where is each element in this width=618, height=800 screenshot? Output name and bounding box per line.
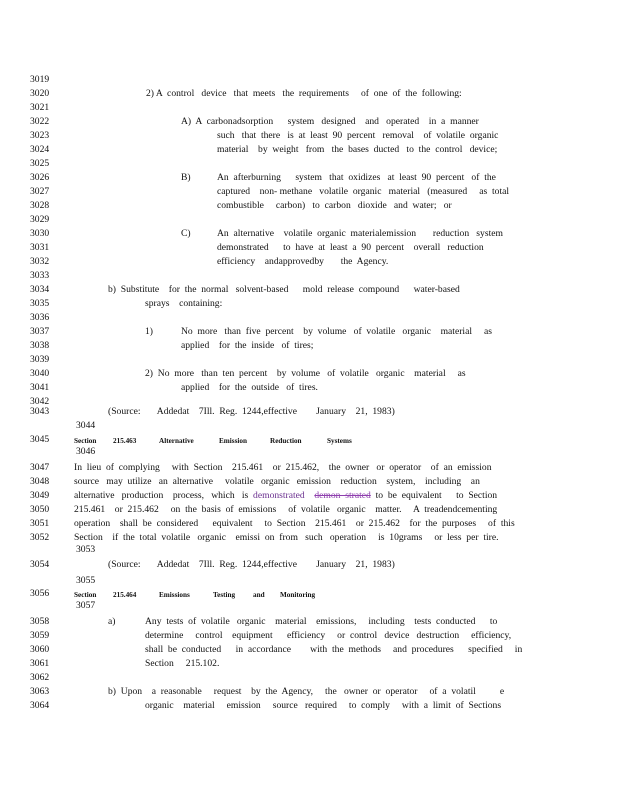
section-title-word: Emission <box>219 437 247 445</box>
line-number: 3051 <box>30 518 50 529</box>
line-number: 3037 <box>30 326 50 337</box>
text-line: b) Substitute for the normal solvent-based mold release compound water-based <box>108 284 460 295</box>
section-number: 215.463 <box>113 437 137 445</box>
line-number: 3055 <box>76 575 96 586</box>
text-line: 2) No more than ten percent by volume of volatile organic material as <box>145 368 466 379</box>
line-number: 3020 <box>30 88 50 99</box>
paragraph-line <box>74 490 497 502</box>
section-title-word: Reduction <box>270 437 302 445</box>
paragraph-line: operation shall be considered equivalent to Section 215.461 or 215.462 for the purposes of this <box>74 518 515 529</box>
line-number: 3049 <box>30 490 50 501</box>
text-line: material by weight from the bases ducted to the control device; <box>217 144 498 155</box>
text-line: such that there is at least 90 percent removal of volatile organic <box>217 130 499 141</box>
paragraph-text: alternative production process, which is <box>74 490 249 501</box>
line-number: 3035 <box>30 298 50 309</box>
section-title-word: Systems <box>327 437 352 445</box>
source-note: (Source: Addedat 7Ill. Reg. 1244,effective January 21, 1983) <box>108 406 395 417</box>
section-word: Section <box>74 437 97 445</box>
paragraph-line: source may utilize an alternative volatile organic emission reduction system, including an <box>74 476 480 487</box>
line-number: 3060 <box>30 644 50 655</box>
line-number: 3054 <box>30 559 50 570</box>
section-title-word: Monitoring <box>280 591 316 599</box>
line-number: 3052 <box>30 532 50 543</box>
text-line: applied for the inside of tires; <box>181 340 314 351</box>
line-number: 3058 <box>30 616 50 627</box>
line-number: 3033 <box>30 270 50 281</box>
line-number: 3019 <box>30 74 50 85</box>
item-label: a) <box>108 616 116 627</box>
line-number: 3036 <box>30 312 50 323</box>
line-number: 3050 <box>30 504 50 515</box>
line-number: 3057 <box>76 600 96 611</box>
line-number: 3053 <box>76 544 96 555</box>
text-line: demonstrated to have at least a 90 percent overall reduction <box>217 242 484 253</box>
item-label: C) <box>181 228 191 239</box>
line-number: 3031 <box>30 242 50 253</box>
inserted-text: demonstrated <box>253 490 305 501</box>
text-line: shall be conducted in accordance with the methods and procedures specified in <box>145 644 523 655</box>
paragraph-line: 215.461 or 215.462 on the basis of emissions of volatile organic matter. A treadendcementing <box>74 504 498 515</box>
text-line: efficiency andapprovedby the Agency. <box>217 256 389 267</box>
line-number: 3045 <box>30 434 50 445</box>
text-line: organic material emission source required to comply with a limit of Sections <box>145 700 502 711</box>
line-number: 3034 <box>30 284 50 295</box>
text-line: An alternative volatile organic materialemission reduction system <box>217 228 503 239</box>
line-number: 3043 <box>30 406 50 417</box>
line-number: 3047 <box>30 462 50 473</box>
line-number: 3046 <box>76 446 96 457</box>
line-number: 3056 <box>30 588 50 599</box>
item-label: 1) <box>145 326 153 337</box>
section-word: Section <box>74 591 97 599</box>
text-line: combustible carbon) to carbon dioxide and water; or <box>217 200 452 211</box>
line-number: 3026 <box>30 172 50 183</box>
text-line: No more than five percent by volume of volatile organic material as <box>181 326 492 337</box>
line-number: 3061 <box>30 658 50 669</box>
line-number: 3021 <box>30 102 50 113</box>
section-title-word: Testing <box>213 591 236 599</box>
line-number: 3038 <box>30 340 50 351</box>
line-number: 3062 <box>30 672 50 683</box>
line-number: 3040 <box>30 368 50 379</box>
line-number: 3044 <box>76 420 96 431</box>
line-number: 3064 <box>30 700 50 711</box>
section-number: 215.464 <box>113 591 137 599</box>
text-line: 2) A control device that meets the requirements of one of the following: <box>146 88 462 99</box>
text-line: Section 215.102. <box>145 658 220 669</box>
paragraph-text: to be equivalent to Section <box>370 490 498 501</box>
line-number: 3028 <box>30 200 50 211</box>
line-number: 3029 <box>30 214 50 225</box>
line-number: 3042 <box>30 396 50 407</box>
line-number: 3023 <box>30 130 50 141</box>
line-number: 3041 <box>30 382 50 393</box>
paragraph-line: In lieu of complying with Section 215.461 or 215.462, the owner or operator of an emission <box>74 462 492 473</box>
line-number: 3063 <box>30 686 50 697</box>
text-line: An afterburning system that oxidizes at least 90 percent of the <box>217 172 496 183</box>
text-line: applied for the outside of tires. <box>181 382 318 393</box>
source-note: (Source: Addedat 7Ill. Reg. 1244,effective January 21, 1983) <box>108 559 395 570</box>
line-number: 3032 <box>30 256 50 267</box>
item-label: B) <box>181 172 191 183</box>
line-number: 3059 <box>30 630 50 641</box>
section-title-word: Emissions <box>159 591 190 599</box>
line-number: 3024 <box>30 144 50 155</box>
deleted-text: demon strated <box>314 490 371 501</box>
section-title-word: and <box>253 591 265 599</box>
line-number: 3039 <box>30 354 50 365</box>
text-line: determine control equipment efficiency or control device destruction efficiency, <box>145 630 512 641</box>
text-line: b) Upon a reasonable request by the Agency, the owner or operator of a volatil e <box>108 686 505 697</box>
line-number: 3030 <box>30 228 50 239</box>
line-number: 3027 <box>30 186 50 197</box>
text-line: Any tests of volatile organic material emissions, including tests conducted to <box>145 616 498 627</box>
paragraph-line: Section if the total volatile organic emissi on from such operation is 10grams or less per tire. <box>74 532 499 543</box>
section-title-word: Alternative <box>159 437 194 445</box>
line-number: 3048 <box>30 476 50 487</box>
text-line: sprays containing: <box>145 298 223 309</box>
line-number: 3022 <box>30 116 50 127</box>
line-number: 3025 <box>30 158 50 169</box>
text-line: A) A carbonadsorption system designed and operated in a manner <box>181 116 479 127</box>
text-line: captured non- methane volatile organic material (measured as total <box>217 186 510 197</box>
